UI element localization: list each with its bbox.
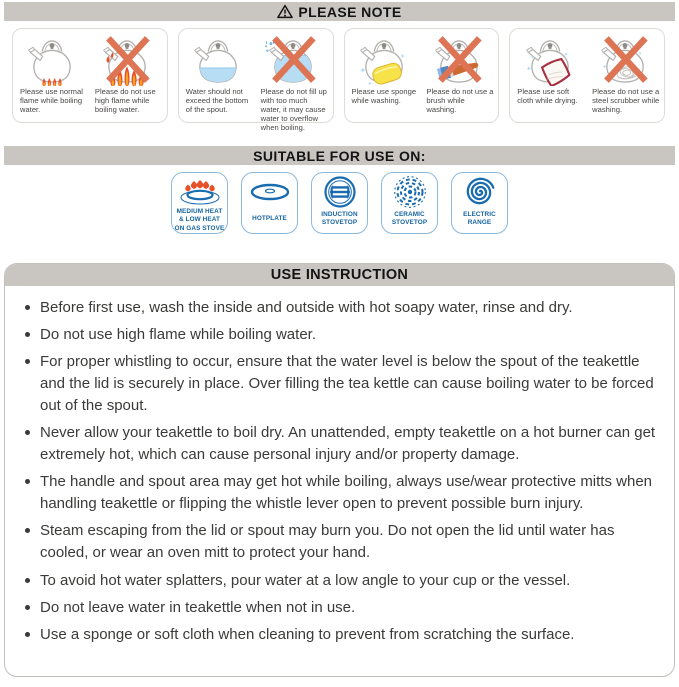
instruction-list [5, 286, 674, 646]
note-item [90, 33, 165, 120]
note-caption: Please do not use a brush while washing. [426, 87, 494, 115]
bullet-marker-icon [25, 632, 30, 637]
suitable-title: SUITABLE FOR USE ON: [253, 147, 426, 164]
bullet-marker-icon [25, 605, 30, 610]
suitable-header [4, 146, 675, 165]
stove-card [451, 172, 508, 234]
kettle-brush-icon [427, 33, 491, 86]
warning-triangle-icon [277, 4, 293, 19]
note-caption: Please do not fill up with too much water, it may cause water to overflow when boiling. [260, 87, 327, 133]
kettle-water-level-icon [186, 33, 250, 86]
kettle-high-flame-icon [95, 33, 159, 86]
note-item [512, 33, 587, 120]
kettle-steel-scrubber-icon [593, 33, 657, 86]
bullet-marker-icon [25, 305, 30, 310]
bullet-marker-icon [25, 479, 30, 484]
kettle-soft-cloth-icon [518, 33, 582, 86]
instruction-item: Do not use high flame while boiling water. [23, 324, 660, 346]
bullet-marker-icon [25, 528, 30, 533]
stove-label-line: HOTPLATE [252, 214, 287, 222]
bullet-marker-icon [25, 332, 30, 337]
stove-card [241, 172, 298, 234]
note-panel [509, 28, 665, 123]
hotplate-icon [248, 176, 292, 208]
stove-label-line: STOVETOP [321, 219, 358, 226]
please-note-panels [12, 28, 665, 133]
note-caption: Please use sponge while washing. [351, 87, 417, 106]
note-panel [344, 28, 500, 123]
note-panel [12, 28, 168, 123]
instruction-item: Never allow your teakettle to boil dry. An unattended, empty teakettle on a hot burner can get extremely hot, which can cause personal injury and/or property damage. [23, 422, 660, 466]
induction-stovetop-icon [318, 176, 362, 208]
stove-label [463, 208, 496, 233]
note-item [15, 33, 90, 120]
note-item [421, 33, 496, 120]
stove-label-line: MEDIUM HEAT [176, 208, 223, 215]
stove-label-line: CERAMIC [394, 210, 425, 218]
instruction-item: For proper whistling to occur, ensure that the water level is below the spout of the teakettle and the lid is securely in place. Over filling the tea kettle can cause boiling water to be forced out of the spout. [23, 351, 660, 417]
instruction-item: Steam escaping from the lid or spout may burn you. Do not open the lid until water has cooled, or wear an oven mitt to protect your hand. [23, 520, 660, 564]
note-item [256, 33, 331, 133]
stove-label [392, 208, 427, 233]
use-instruction-box [4, 263, 675, 677]
stove-icons-row [0, 172, 679, 234]
bullet-marker-icon [25, 359, 30, 364]
electric-range-icon [458, 176, 502, 208]
bullet-marker-icon [25, 430, 30, 435]
stove-label-line: ON GAS STOVE [174, 224, 225, 232]
stove-card [381, 172, 438, 234]
instruction-item: The handle and spout area may get hot while boiling, always use/wear protective mitts when handling teakettle or flipping the whistle lever open to prevent possible burn injury. [23, 471, 660, 515]
kettle-normal-flame-icon [20, 33, 84, 86]
stove-card [171, 172, 228, 234]
stove-label [321, 208, 357, 233]
bullet-marker-icon [25, 578, 30, 583]
note-caption: Please use soft cloth while drying. [517, 87, 578, 106]
note-caption: Please use normal flame while boiling water. [20, 87, 83, 115]
stove-card [311, 172, 368, 234]
use-instruction-title: USE INSTRUCTION [5, 264, 674, 286]
gas-stove-icon [178, 176, 222, 208]
ceramic-stovetop-icon [388, 176, 432, 208]
stove-label-line: & LOW HEAT [178, 216, 220, 224]
note-caption: Please do not use a steel scrubber while washing. [592, 87, 660, 115]
stove-label-line: ELECTRIC [463, 210, 496, 218]
kettle-sponge-icon [352, 33, 416, 86]
instruction-item: To avoid hot water splatters, pour water at a low angle to your cup or the vessel. [23, 570, 660, 592]
stove-label [252, 208, 287, 233]
note-panel [178, 28, 334, 133]
stove-label-line: STOVETOP [391, 219, 428, 226]
stove-label [175, 208, 225, 236]
please-note-title: PLEASE NOTE [298, 3, 402, 20]
please-note-header [4, 2, 675, 21]
instruction-item: Before first use, wash the inside and outside with hot soapy water, rinse and dry. [23, 297, 660, 319]
instruction-item: Do not leave water in teakettle when not in use. [23, 597, 660, 619]
instruction-item: Use a sponge or soft cloth when cleaning to prevent from scratching the surface. [23, 624, 660, 646]
stove-label-line: INDUCTION [321, 210, 358, 218]
note-item [181, 33, 256, 120]
note-item [587, 33, 662, 120]
stove-label-line: RANGE [467, 219, 492, 226]
note-caption: Please do not use high flame while boiling water. [94, 87, 156, 115]
note-caption: Water should not exceed the bottom of the spout. [185, 87, 249, 115]
kettle-overflow-icon [261, 33, 325, 86]
note-item [347, 33, 422, 120]
